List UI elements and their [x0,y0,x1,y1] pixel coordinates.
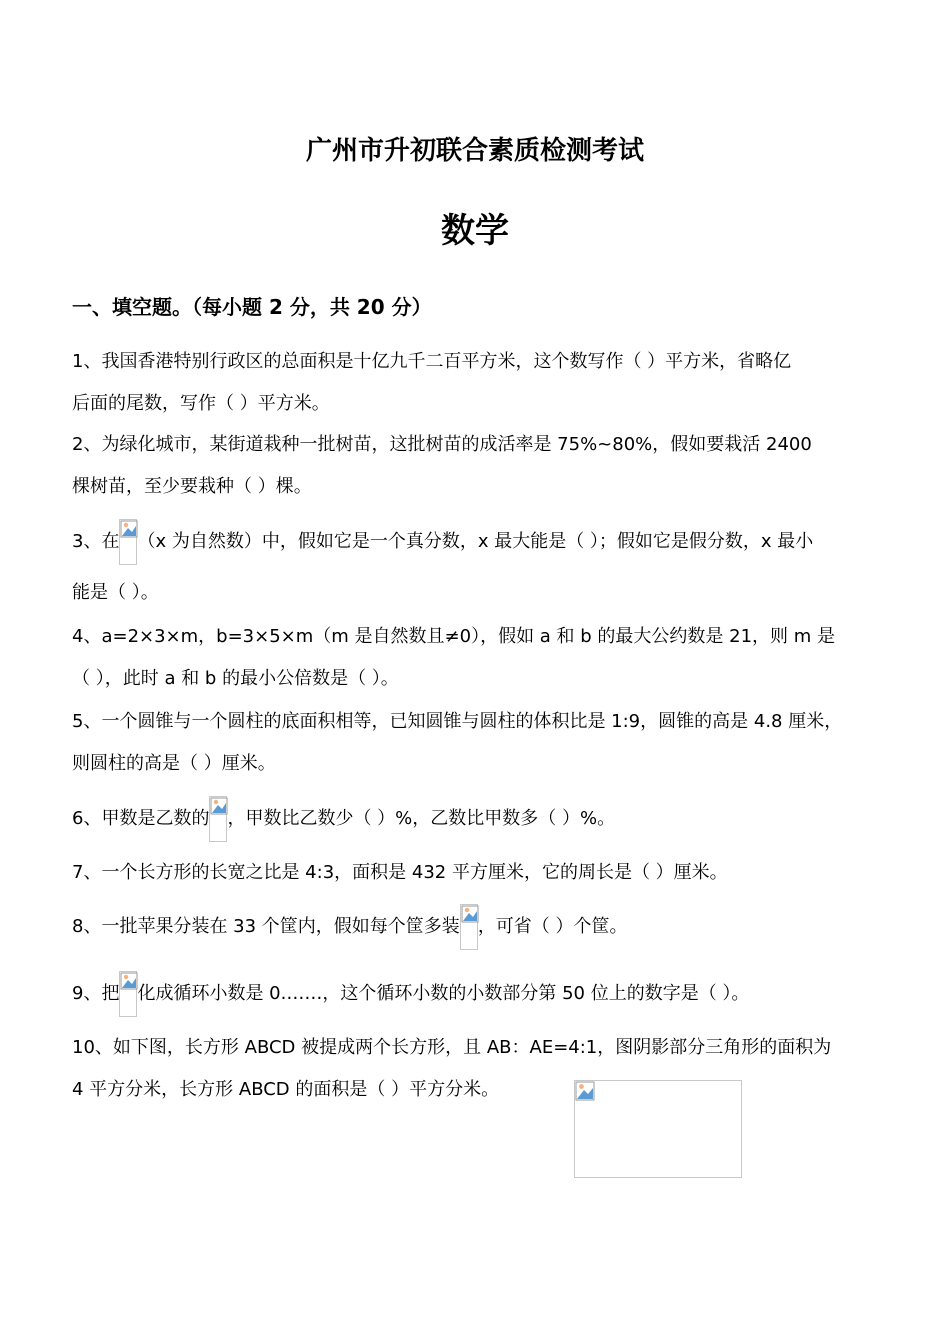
question-9-text: 化成循环小数是 0.……，这个循环小数的小数部分第 50 位上的数字是（ ）。 [137,983,750,1004]
fraction-image-icon [209,796,227,842]
question-10 [72,1027,892,1111]
question-4-line-1: 4、a=2×3×m，b=3×5×m（m 是自然数且≠0），假如 a 和 b 的最大公约数是 21，则 m 是 [72,626,836,647]
question-10-line-2: 4 平方分米，长方形 ABCD 的面积是（ ）平方分米。 [72,1079,500,1100]
rectangle-figure-image [574,1080,742,1178]
question-3-prefix: 3、在 [72,531,120,552]
subject-title: 数学 [441,211,509,251]
section-heading: 一、填空题。（每小题 2 分，共 20 分） [72,295,432,319]
question-9-prefix: 9、把 [72,983,120,1004]
fraction-image-icon [119,519,137,565]
question-6-prefix: 6、甲数是乙数的 [72,808,210,829]
question-4 [72,616,892,700]
question-4-line-2: （ ），此时 a 和 b 的最小公倍数是（ ）。 [72,668,399,689]
fraction-image-icon [119,971,137,1017]
question-8-prefix: 8、一批苹果分装在 33 个筐内，假如每个筐多装 [72,916,460,937]
question-6-text: ，甲数比乙数少（ ）%，乙数比甲数多（ ）%。 [227,808,616,829]
question-2-line-2: 棵树苗，至少要栽种（ ）棵。 [72,476,312,497]
question-9 [72,968,892,1020]
question-8 [72,901,892,953]
question-3-text: （x 为自然数）中，假如它是一个真分数，x 最大能是（ ）；假如它是假分数，x 最小 [137,531,814,552]
exam-title: 广州市升初联合素质检测考试 [305,136,644,166]
question-3-line-2: 能是（ ）。 [72,582,159,603]
question-2 [72,424,892,508]
question-10-line-1: 10、如下图，长方形 ABCD 被提成两个长方形，且 AB：AE=4:1，图阴影部分三角形的面积为 [72,1037,832,1058]
question-5-line-2: 则圆柱的高是（ ）厘米。 [72,753,276,774]
question-7 [72,852,892,894]
fraction-image-icon [460,904,478,950]
question-1 [72,341,892,425]
broken-image-icon [575,1081,595,1101]
question-1-line-1: 1、我国香港特别行政区的总面积是十亿九千二百平方米，这个数写作（ ）平方米，省略亿 [72,351,792,372]
question-7-line-1: 7、一个长方形的长宽之比是 4:3，面积是 432 平方厘米，它的周长是（ ）厘米。 [72,862,728,883]
question-5 [72,701,892,785]
question-2-line-1: 2、为绿化城市，某街道栽种一批树苗，这批树苗的成活率是 75%~80%，假如要栽活 2400 [72,434,812,455]
question-8-text: ，可省（ ）个筐。 [477,916,628,937]
question-3 [72,516,892,614]
question-5-line-1: 5、一个圆锥与一个圆柱的底面积相等，已知圆锥与圆柱的体积比是 1:9，圆锥的高是 4.8 厘米， [72,711,843,732]
question-6 [72,793,892,845]
question-1-line-2: 后面的尾数，写作（ ）平方米。 [72,393,330,414]
